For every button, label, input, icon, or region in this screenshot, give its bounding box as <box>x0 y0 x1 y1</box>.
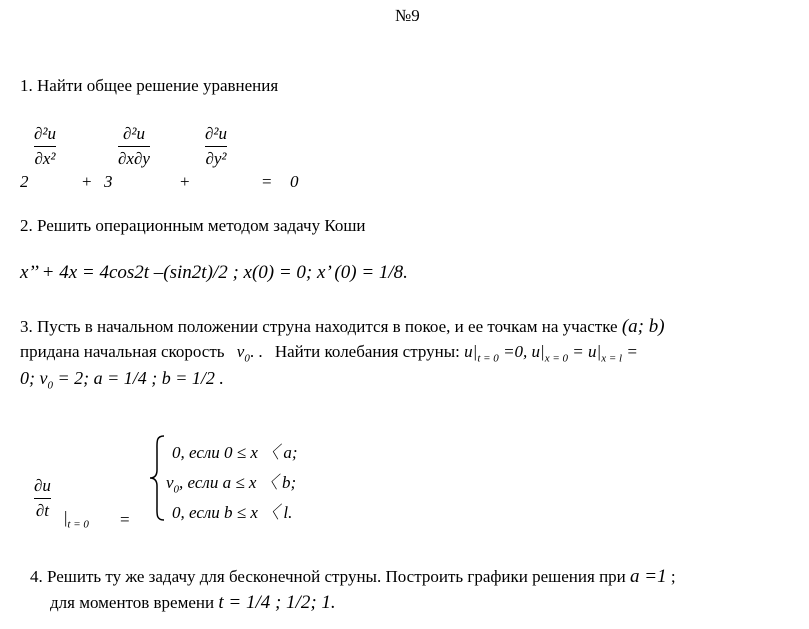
problem1-plus1: + <box>82 172 92 191</box>
problem4-t: t = 1/4 ; 1/2; 1. <box>218 592 336 613</box>
problem3-line2-text2: Найти колебания струны: <box>274 342 460 361</box>
derivative-numerator: ∂u <box>34 476 51 495</box>
problem1-plus2: + <box>180 172 190 191</box>
frac3-bar <box>205 146 227 147</box>
page-title: №9 <box>395 6 420 25</box>
case-1: 0, если 0 ≤ x 〈 a; <box>172 443 298 462</box>
problem4-a: a =1 <box>630 566 667 587</box>
problem3-eval-bar: $|_{t = 0}$ <box>64 508 89 531</box>
derivative-denominator: ∂t <box>35 501 50 520</box>
problem3-line2-dot: . . <box>249 342 263 361</box>
frac3-denominator: ∂y² <box>205 149 227 168</box>
problem3-deriv-equals: = <box>120 510 130 529</box>
frac1-bar <box>34 146 56 147</box>
problem3-line2 <box>20 342 638 364</box>
problem3-bc3: $u|_{x = l}$ = <box>588 342 638 365</box>
problem1-text: 1. Найти общее решение уравнения <box>20 76 279 95</box>
problem1-coef2: 3 <box>104 172 113 191</box>
frac2-bar <box>118 146 150 147</box>
problem3-bc2: $u|_{x = 0}$ = <box>531 342 584 365</box>
problem4-line2-text: для моментов времени <box>50 593 215 612</box>
problem3-interval: (a; b) <box>621 316 665 337</box>
problem3-derivative <box>34 476 51 521</box>
case-3: 0, если b ≤ x 〈 l. <box>172 503 293 522</box>
problem2-equation: x’’ + 4x = 4cos2t –(sin2t)/2 ; x(0) = 0; x’ (0) = 1/8. <box>20 262 408 283</box>
problem4-line2 <box>50 592 336 614</box>
problem4-line1-end: ; <box>670 567 676 586</box>
problem3-line3: 0; $v_0 = 2$; a = 1/4 ; b = 1/2 . <box>20 368 224 392</box>
problem4-line1-text: 4. Решить ту же задачу для бесконечной струны. Построить графики решения при <box>30 567 626 586</box>
problem1-rhs: 0 <box>290 172 299 191</box>
frac2-numerator: ∂²u <box>122 124 145 143</box>
frac2-denominator: ∂x∂y <box>118 149 150 168</box>
frac1-denominator: ∂x² <box>34 149 56 168</box>
left-brace-icon <box>148 434 168 522</box>
problem1-equals: = <box>262 172 272 191</box>
problem3-line1-text: 3. Пусть в начальном положении струна находится в покое, и ее точкам на участке <box>20 317 618 336</box>
problem2-text: 2. Решить операционным методом задачу Коши <box>20 216 366 235</box>
problem1-frac3 <box>205 124 227 169</box>
problem4-line1 <box>30 566 676 588</box>
problem1-frac2 <box>118 124 150 169</box>
problem1-coef1: 2 <box>20 172 29 191</box>
problem3-bc1: $u|_{t = 0} =0$, <box>464 342 528 365</box>
case-2: $v_0$, если a ≤ x 〈 b; <box>166 473 297 496</box>
derivative-bar <box>34 498 51 499</box>
problem3-v0: $v_0$ <box>236 342 250 365</box>
problem3-line1 <box>20 316 665 338</box>
problem1-frac1 <box>34 124 56 169</box>
frac3-numerator: ∂²u <box>205 124 227 143</box>
frac1-numerator: ∂²u <box>34 124 56 143</box>
problem3-line2-text: придана начальная скорость <box>20 342 225 361</box>
